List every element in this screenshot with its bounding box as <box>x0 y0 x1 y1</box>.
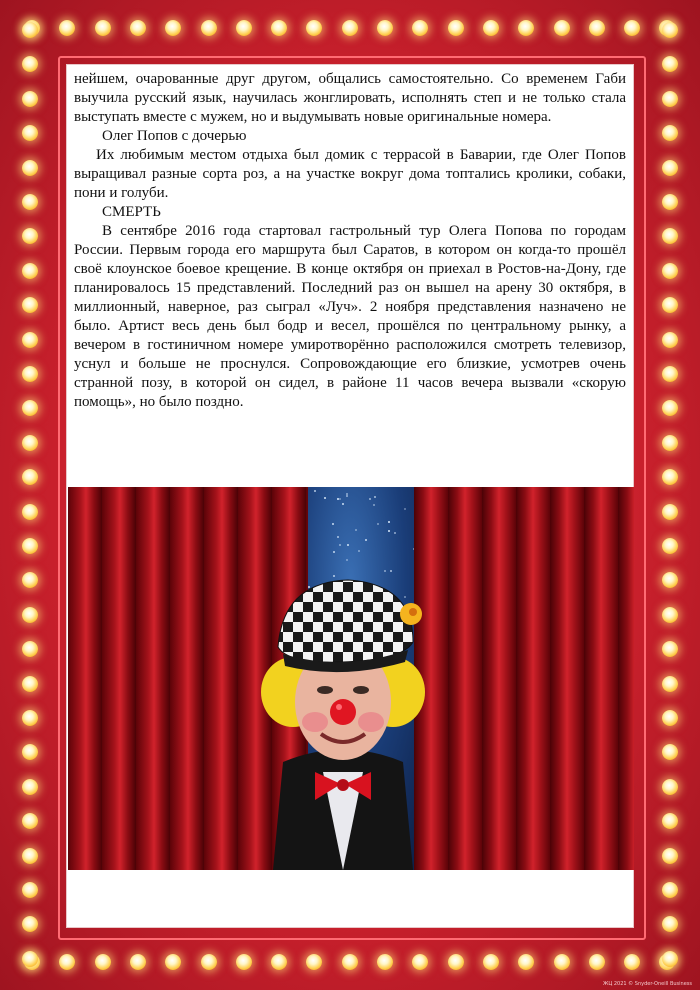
bulb-light <box>306 20 322 36</box>
sky-star <box>365 539 367 541</box>
bulb-light <box>483 954 499 970</box>
clown-photo <box>68 487 634 870</box>
bulb-light <box>662 504 678 520</box>
bulb-light <box>22 160 38 176</box>
bulb-light <box>130 954 146 970</box>
copyright-note: ЖЦ 2021 © Snyder-Oneill Business <box>603 981 692 987</box>
bulb-light <box>130 20 146 36</box>
bulb-light <box>662 263 678 279</box>
sky-star <box>377 523 379 525</box>
bulb-light <box>306 954 322 970</box>
bulb-light <box>662 160 678 176</box>
sky-star <box>342 503 344 505</box>
bulb-light <box>662 710 678 726</box>
section-heading: СМЕРТЬ <box>102 204 161 220</box>
bulb-light <box>662 297 678 313</box>
bulb-light <box>662 641 678 657</box>
bulb-light <box>662 882 678 898</box>
bulb-light <box>662 194 678 210</box>
sky-star <box>355 529 357 531</box>
bulb-light <box>624 20 640 36</box>
bulb-light <box>662 400 678 416</box>
bulb-light <box>518 20 534 36</box>
bulb-light <box>554 954 570 970</box>
bulb-light <box>271 20 287 36</box>
bulb-light <box>22 297 38 313</box>
bulb-light <box>662 744 678 760</box>
sky-star <box>333 551 335 553</box>
bulb-light <box>22 56 38 72</box>
bulb-light <box>201 20 217 36</box>
bulb-light <box>22 469 38 485</box>
sky-star <box>358 550 360 552</box>
sky-star <box>404 508 406 510</box>
sky-star <box>388 530 390 532</box>
bulb-light <box>412 954 428 970</box>
bulb-light <box>22 228 38 244</box>
bulb-light <box>662 951 678 967</box>
sky-star <box>394 532 396 534</box>
bulb-light <box>662 538 678 554</box>
bulb-light <box>165 20 181 36</box>
bulb-light <box>22 882 38 898</box>
bulb-light <box>342 20 358 36</box>
bulb-light <box>236 954 252 970</box>
sky-star <box>324 497 326 499</box>
bulb-light <box>662 435 678 451</box>
sky-star <box>337 498 339 500</box>
bulb-light <box>589 20 605 36</box>
sky-star <box>373 504 375 506</box>
bulb-light <box>95 954 111 970</box>
paragraph-continued: нейшем, очарованные друг другом, общались самостоятельно. Со временем Габи выучила русский язык, научилась жонглировать, исполнять степ и не только стала выступать вместе с мужем, но и выдумывать новые оригинальные номера. <box>74 71 626 125</box>
bulb-light <box>236 20 252 36</box>
bulb-light <box>377 954 393 970</box>
bulb-light <box>518 954 534 970</box>
bulb-light <box>342 954 358 970</box>
bulb-light <box>59 954 75 970</box>
bulb-light <box>448 20 464 36</box>
bulb-light <box>201 954 217 970</box>
bulb-light <box>22 91 38 107</box>
bulb-light <box>624 954 640 970</box>
bulb-light <box>22 710 38 726</box>
bulb-light <box>165 954 181 970</box>
bulb-light <box>59 20 75 36</box>
sky-star <box>346 559 348 561</box>
bulb-light <box>22 435 38 451</box>
bulb-light <box>662 366 678 382</box>
bulb-light <box>662 916 678 932</box>
bulb-light <box>22 813 38 829</box>
death-paragraph: В сентябре 2016 года стартовал гастрольный тур Олега Попова по городам России. Первым города его маршрута был Саратов, в котором он когда-то прошёл своё клоунское боевое крещение. В конце октября он приехал в Ростов-на-Дону, где планировалось 15 представлений. Последний раз он вышел на арену 30 октября, в миллионный, наверное, раз сыграл «Луч». 2 ноября представления назначено не было. Артист весь день был бодр и весел, прошёлся по центральному рынку, а вечером в гостиничном номере умиротворённо расположился смотреть телевизор, уснул и больше не проснулся. Сопровождающие его близкие, усмотрев очень странной позу, в которой он сидел, в районе 11 часов вечера вызвали «скорую помощь», но было поздно. <box>74 223 626 410</box>
leisure-paragraph: Их любимым местом отдыха был домик с террасой в Баварии, где Олег Попов выращивал разные сорта роз, а на участке вокруг дома топтались кролики, собаки, пони и голуби. <box>74 147 626 201</box>
article-text <box>74 70 626 412</box>
clown-figure <box>253 572 433 870</box>
bulb-light <box>662 848 678 864</box>
curtain-right <box>414 487 634 870</box>
bulb-light <box>662 779 678 795</box>
photo-caption: Олег Попов с дочерью <box>102 128 247 144</box>
bulb-light <box>22 194 38 210</box>
bulb-light <box>662 228 678 244</box>
bulb-light <box>22 641 38 657</box>
bulb-light <box>589 954 605 970</box>
sky-star <box>347 544 349 546</box>
bulb-light <box>95 20 111 36</box>
bulb-light <box>662 469 678 485</box>
bulb-light <box>22 125 38 141</box>
bulb-light <box>662 332 678 348</box>
bulb-light <box>22 263 38 279</box>
bulb-light <box>22 538 38 554</box>
sky-star <box>337 536 339 538</box>
bulb-light <box>662 813 678 829</box>
bulb-light <box>22 400 38 416</box>
bulb-light <box>448 954 464 970</box>
bulb-light <box>22 744 38 760</box>
bulb-light <box>662 676 678 692</box>
bulb-light <box>662 607 678 623</box>
sky-star <box>346 495 348 497</box>
bulb-light <box>412 20 428 36</box>
bulb-light <box>22 572 38 588</box>
sky-star <box>332 523 334 525</box>
sky-star <box>388 521 390 523</box>
bulb-light <box>271 954 287 970</box>
sky-star <box>369 498 371 500</box>
bulb-light <box>662 125 678 141</box>
bulb-light <box>22 504 38 520</box>
bulb-light <box>22 366 38 382</box>
sky-star <box>374 496 376 498</box>
sky-star <box>339 498 341 500</box>
bulb-light <box>662 572 678 588</box>
bulb-light <box>22 676 38 692</box>
bulb-light <box>22 779 38 795</box>
bulb-light <box>554 20 570 36</box>
bulb-light <box>483 20 499 36</box>
sky-star <box>314 490 316 492</box>
bulb-light <box>377 20 393 36</box>
bulb-light <box>22 332 38 348</box>
bulb-light <box>662 91 678 107</box>
bulb-light <box>662 56 678 72</box>
bulb-light <box>662 22 678 38</box>
bulb-light <box>22 22 38 38</box>
sky-star <box>339 544 341 546</box>
bulb-light <box>22 916 38 932</box>
bulb-light <box>22 951 38 967</box>
bulb-light <box>22 848 38 864</box>
bulb-light <box>22 607 38 623</box>
